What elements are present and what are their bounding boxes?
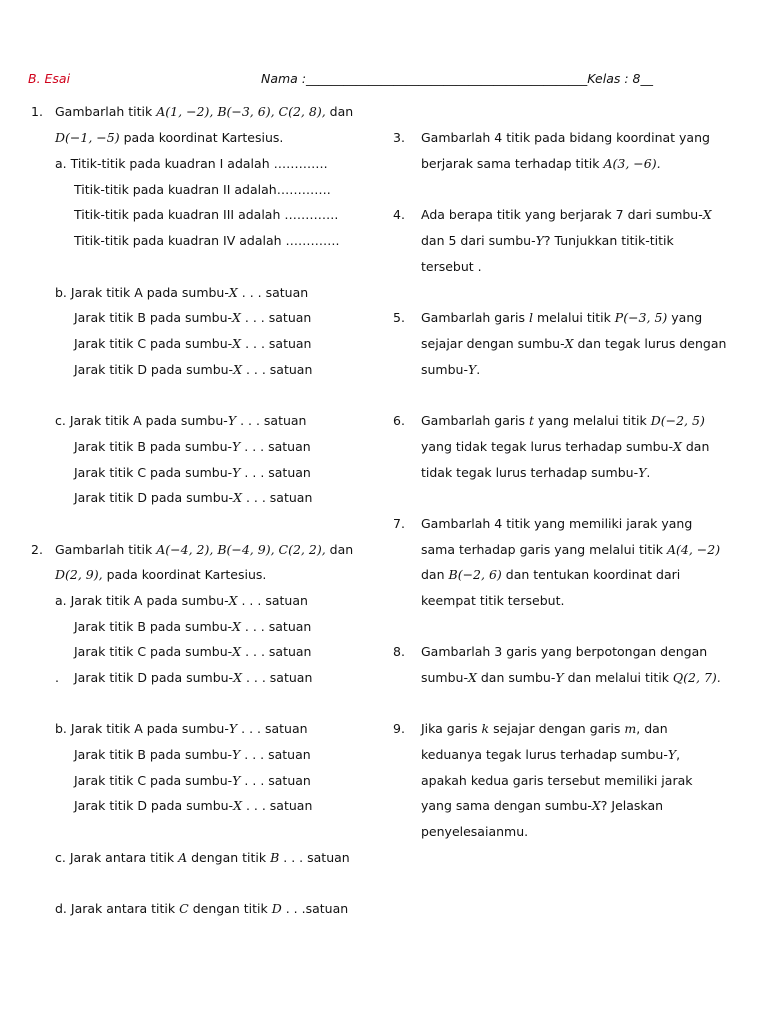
q3-number: 3. <box>393 130 405 145</box>
q9-line: Jika garis k sejajar dengan garis m, dan <box>421 721 668 736</box>
q1-c-item: Jarak titik D pada sumbu-X . . . satuan <box>74 490 313 505</box>
q5-line: sejajar dengan sumbu-X dan tegak lurus dengan <box>421 336 727 351</box>
q1-a-item: Titik-titik pada kuadran II adalah…………. <box>74 182 331 197</box>
q1-c-item: c. Jarak titik A pada sumbu-Y . . . satuan <box>55 413 307 428</box>
q1-a-item: a. Titik-titik pada kuadran I adalah …………. <box>55 156 328 171</box>
section-title: B. Esai <box>28 71 71 86</box>
q2-d-item: d. Jarak antara titik C dengan titik D . . .satuan <box>55 901 349 916</box>
q9-line: apakah kedua garis tersebut memiliki jarak <box>421 773 693 788</box>
q4-number: 4. <box>393 207 405 222</box>
q1-c-item: Jarak titik B pada sumbu-Y . . . satuan <box>74 439 311 454</box>
q7-line: Gambarlah 4 titik yang memiliki jarak yang <box>421 516 693 531</box>
q8-line: Gambarlah 3 garis yang berpotongan dengan <box>421 644 708 659</box>
q7-line: sama terhadap garis yang melalui titik A(4, −2) <box>421 542 721 557</box>
q2-a-item: Jarak titik C pada sumbu-X . . . satuan <box>74 644 312 659</box>
q2-b-item: Jarak titik D pada sumbu-X . . . satuan <box>74 798 313 813</box>
q1-c-item: Jarak titik C pada sumbu-Y . . . satuan <box>74 465 311 480</box>
q2-line2: D(2, 9), pada koordinat Kartesius. <box>55 567 267 582</box>
q5-line: Gambarlah garis l melalui titik P(−3, 5) yang <box>421 310 703 325</box>
q4-line: Ada berapa titik yang berjarak 7 dari sumbu-X <box>421 207 712 222</box>
q1-b-item: Jarak titik C pada sumbu-X . . . satuan <box>74 336 312 351</box>
q8-number: 8. <box>393 644 405 659</box>
q1-line2: D(−1, −5) pada koordinat Kartesius. <box>55 130 284 145</box>
q4-line: tersebut . <box>421 259 482 274</box>
q9-line: penyelesaianmu. <box>421 824 529 839</box>
q2-c-item: c. Jarak antara titik A dengan titik B . . . satuan <box>55 850 350 865</box>
q2-b-item: Jarak titik C pada sumbu-Y . . . satuan <box>74 773 311 788</box>
q1-b-item: Jarak titik D pada sumbu-X . . . satuan <box>74 362 313 377</box>
q1-a-item: Titik-titik pada kuadran IV adalah …………. <box>74 233 340 248</box>
q1-a-item: Titik-titik pada kuadran III adalah …………. <box>74 207 339 222</box>
kelas-label: Kelas : 8__ <box>587 71 653 86</box>
q2-line1: Gambarlah titik A(−4, 2), B(−4, 9), C(2, 2), dan <box>55 542 354 557</box>
q7-line: dan B(−2, 6) dan tentukan koordinat dari <box>421 567 681 582</box>
q9-line: keduanya tegak lurus terhadap sumbu-Y, <box>421 747 681 762</box>
nama-label: Nama :_____________________________________________Kelas : 8__ <box>261 71 653 86</box>
q5-number: 5. <box>393 310 405 325</box>
q9-line: yang sama dengan sumbu-X? Jelaskan <box>421 798 664 813</box>
q4-line: dan 5 dari sumbu-Y? Tunjukkan titik-titik <box>421 233 674 248</box>
q2-number: 2. <box>31 542 43 557</box>
q7-number: 7. <box>393 516 405 531</box>
q9-number: 9. <box>393 721 405 736</box>
q2-a-item: Jarak titik B pada sumbu-X . . . satuan <box>74 619 312 634</box>
q2-b-item: Jarak titik B pada sumbu-Y . . . satuan <box>74 747 311 762</box>
q2-b-item: b. Jarak titik A pada sumbu-Y . . . satuan <box>55 721 308 736</box>
q1-line1: Gambarlah titik A(1, −2), B(−3, 6), C(2, 8), dan <box>55 104 354 119</box>
q1-b-item: b. Jarak titik A pada sumbu-X . . . satuan <box>55 285 309 300</box>
q1-number: 1. <box>31 104 43 119</box>
q7-line: keempat titik tersebut. <box>421 593 565 608</box>
q6-line: tidak tegak lurus terhadap sumbu-Y. <box>421 465 651 480</box>
q3-line: Gambarlah 4 titik pada bidang koordinat yang <box>421 130 710 145</box>
nama-blank[interactable]: _____________________________________________ <box>306 71 588 86</box>
q1-b-item: Jarak titik B pada sumbu-X . . . satuan <box>74 310 312 325</box>
q8-line: sumbu-X dan sumbu-Y dan melalui titik Q(2, 7). <box>421 670 721 685</box>
q6-number: 6. <box>393 413 405 428</box>
q2-a-item: Jarak titik D pada sumbu-X . . . satuan <box>74 670 313 685</box>
q2-a-item: a. Jarak titik A pada sumbu-X . . . satuan <box>55 593 308 608</box>
q2-a-stray-dot: . <box>55 670 59 685</box>
q3-line: berjarak sama terhadap titik A(3, −6). <box>421 156 661 171</box>
q6-line: yang tidak tegak lurus terhadap sumbu-X dan <box>421 439 710 454</box>
q6-line: Gambarlah garis t yang melalui titik D(−2, 5) <box>421 413 705 428</box>
q5-line: sumbu-Y. <box>421 362 481 377</box>
